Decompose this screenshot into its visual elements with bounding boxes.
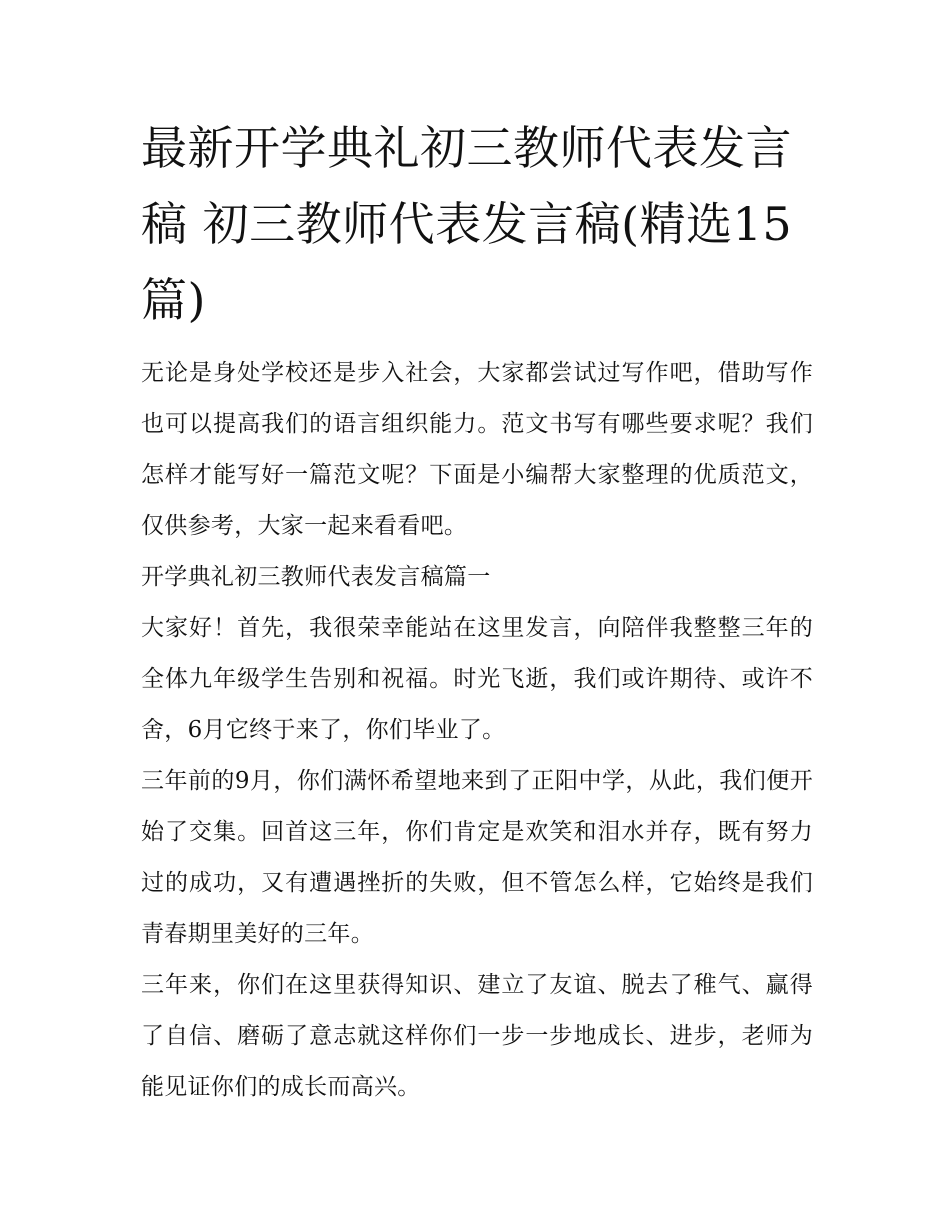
page-title: 最新开学典礼初三教师代表发言稿 初三教师代表发言稿(精选15篇): [141, 121, 793, 327]
body-paragraph: 大家好！首先，我很荣幸能站在这里发言，向陪伴我整整三年的全体九年级学生告别和祝福。时光飞逝，我们或许期待、或许不舍，6月它终于来了，你们毕业了。: [141, 615, 813, 743]
body-paragraph: 三年来，你们在这里获得知识、建立了友谊、脱去了稚气、赢得了自信、磨砺了意志就这样你们一步一步地成长、进步，老师为能见证你们的成长而高兴。: [141, 972, 813, 1100]
document-page: [141, 110, 813, 1113]
intro-paragraph: 无论是身处学校还是步入社会，大家都尝试过写作吧，借助写作也可以提高我们的语言组织能力。范文书写有哪些要求呢？我们怎样才能写好一篇范文呢？下面是小编帮大家整理的优质范文，仅供参考，大家一起来看看吧。: [141, 360, 813, 539]
body-paragraph: 三年前的9月，你们满怀希望地来到了正阳中学，从此，我们便开始了交集。回首这三年，你们肯定是欢笑和泪水并存，既有努力过的成功，又有遭遇挫折的失败，但不管怎么样，它始终是我们青春期里美好的三年。: [141, 768, 813, 947]
section-heading: 开学典礼初三教师代表发言稿篇一: [141, 564, 491, 590]
